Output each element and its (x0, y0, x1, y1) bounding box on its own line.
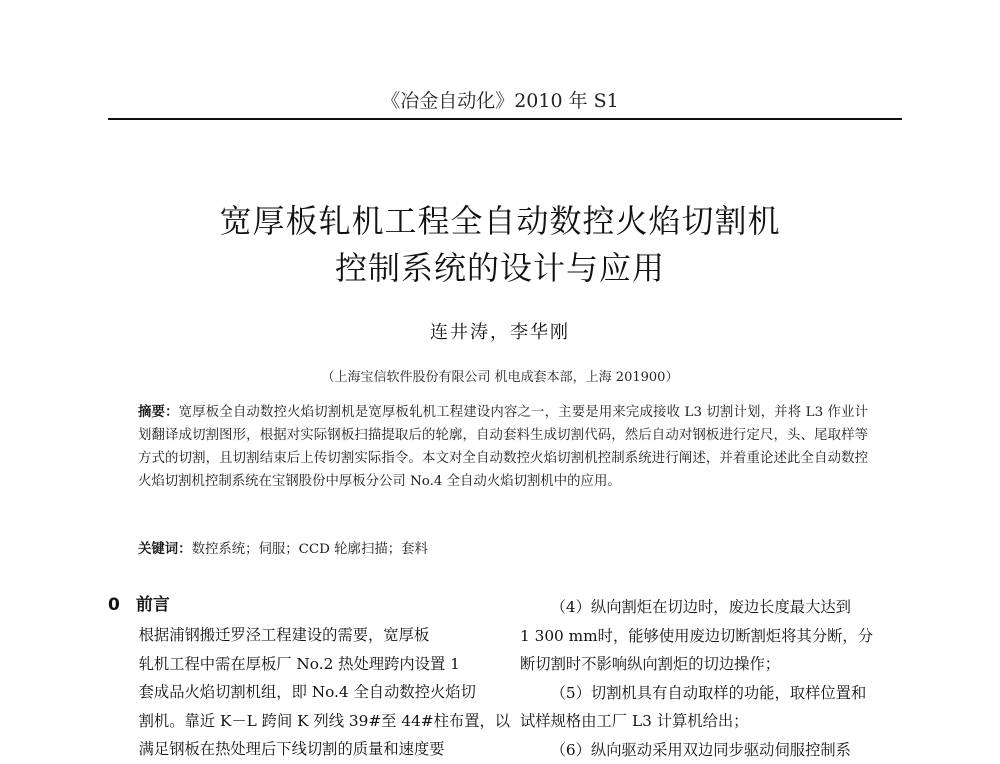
header-rule (108, 118, 902, 120)
text-line: （6）纵向驱动采用双边同步驱动伺服控制系 (520, 736, 905, 764)
keywords-text: 数控系统；伺服；CCD 轮廓扫描；套料 (192, 542, 428, 557)
text-line: 1 300 mm时，能够使用废边切断割炬将其分断，分 (520, 622, 905, 651)
left-column (108, 621, 493, 764)
text-line: 断切割时不影响纵向割炬的切边操作； (520, 650, 905, 679)
intro-paragraph (108, 621, 493, 764)
section-heading (108, 590, 170, 615)
list-item-4 (520, 593, 905, 679)
abstract-label: 摘要： (138, 405, 179, 420)
text-line: 根据浦钢搬迁罗泾工程建设的需要，宽厚板 (108, 621, 493, 650)
title-line-1: 宽厚板轧机工程全自动数控火焰切割机 (0, 196, 1000, 242)
text-line: （5）切割机具有自动取样的功能，取样位置和 (520, 679, 905, 708)
keywords (138, 538, 868, 557)
text-line: 满足钢板在热处理后下线切割的质量和速度要 (108, 735, 493, 764)
text-line: 试样规格由工厂 L3 计算机给出； (520, 707, 905, 736)
list-item-5 (520, 679, 905, 736)
authors: 连井涛，李华刚 (0, 318, 1000, 344)
right-column (520, 593, 905, 764)
keywords-label: 关键词： (138, 542, 192, 557)
journal-header: 《冶金自动化》2010 年 S1 (0, 86, 1000, 113)
affiliation: （上海宝信软件股份有限公司 机电成套本部，上海 201900） (0, 366, 1000, 385)
text-line: （4）纵向割炬在切边时，废边长度最大达到 (520, 593, 905, 622)
section-number: 0 (108, 595, 120, 615)
abstract (138, 401, 868, 493)
section-title: 前言 (136, 595, 170, 615)
text-line: 轧机工程中需在厚板厂 No.2 热处理跨内设置 1 (108, 650, 493, 679)
text-line: 套成品火焰切割机组，即 No.4 全自动数控火焰切 (108, 678, 493, 707)
abstract-text: 宽厚板全自动数控火焰切割机是宽厚板轧机工程建设内容之一，主要是用来完成接收 L3 切割计划，并将 L3 作业计划翻译成切割图形，根据对实际钢板扫描提取后的轮廓，自动套料生成切割代码，然后自动对钢板进行定尺，头、尾取样等方式的切割，且切割结束后上传切割实际指令。本文对全自动数控火焰切割机控制系统进行阐述，并着重论述此全自动数控火焰切割机控制系统在宝钢股份中厚板分公司 No.4 全自动火焰切割机中的应用。 (138, 405, 868, 489)
title-line-2: 控制系统的设计与应用 (0, 243, 1000, 289)
text-line: 割机。靠近 K－L 跨间 K 列线 39#至 44#柱布置，以 (108, 707, 493, 736)
